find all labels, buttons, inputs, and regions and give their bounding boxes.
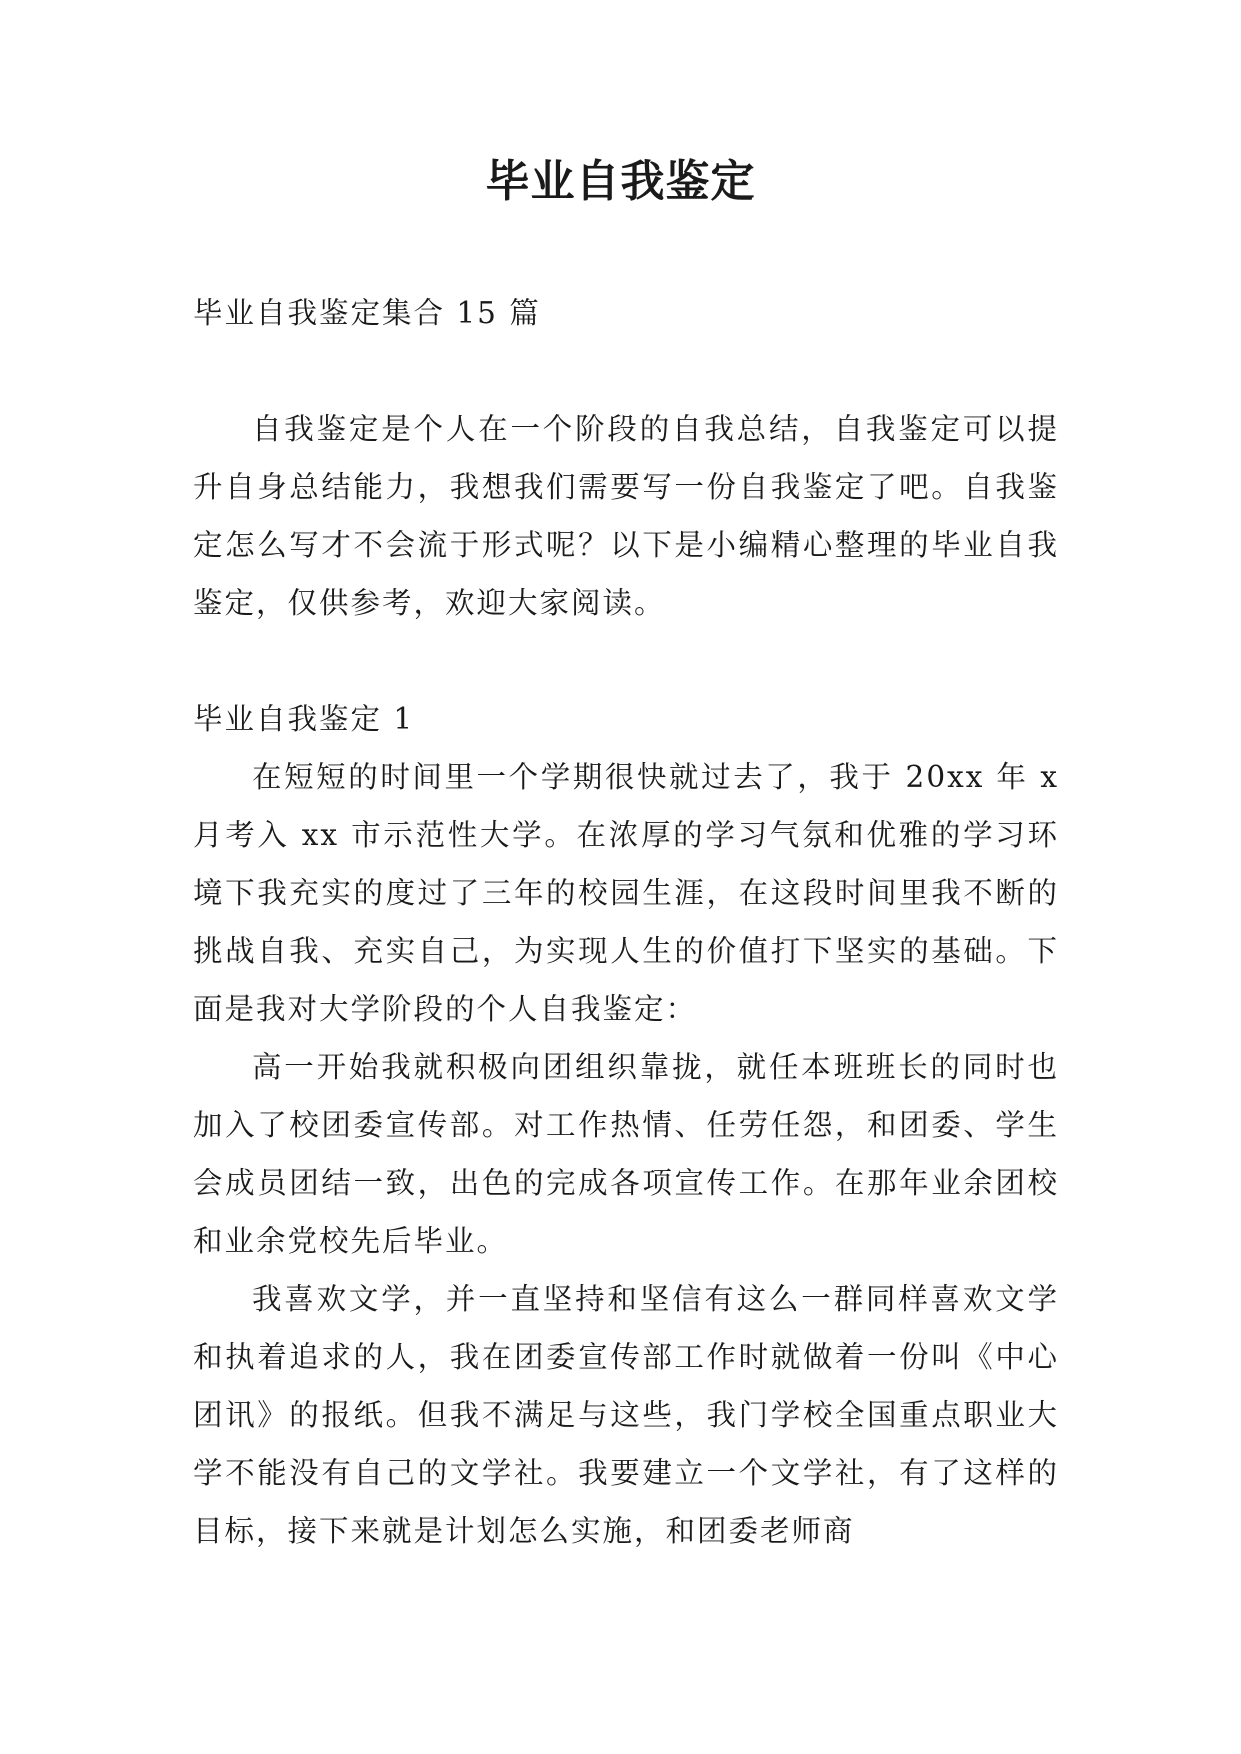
document-body	[193, 284, 1059, 1560]
section-heading: 毕业自我鉴定 1	[193, 702, 415, 736]
document-subtitle: 毕业自我鉴定集合 15 篇	[193, 296, 541, 330]
body-paragraph: 高一开始我就积极向团组织靠拢，就任本班班长的同时也加入了校团委宣传部。对工作热情、任劳任怨，和团委、学生会成员团结一致，出色的完成各项宣传工作。在那年业余团校和业余党校先后毕业。	[193, 1050, 1059, 1258]
document-title: 毕业自我鉴定	[485, 156, 756, 207]
body-paragraph: 在短短的时间里一个学期很快就过去了，我于 20xx 年 x 月考入 xx 市示范性大学。在浓厚的学习气氛和优雅的学习环境下我充实的度过了三年的校园生涯，在这段时间里我不断的挑战自我、充实自己，为实现人生的价值打下坚实的基础。下面是我对大学阶段的个人自我鉴定：	[193, 760, 1059, 1026]
intro-paragraph: 自我鉴定是个人在一个阶段的自我总结，自我鉴定可以提升自身总结能力，我想我们需要写一份自我鉴定了吧。自我鉴定怎么写才不会流于形式呢？以下是小编精心整理的毕业自我鉴定，仅供参考，欢迎大家阅读。	[193, 412, 1059, 620]
body-paragraph: 我喜欢文学，并一直坚持和坚信有这么一群同样喜欢文学和执着追求的人，我在团委宣传部工作时就做着一份叫《中心团讯》的报纸。但我不满足与这些，我门学校全国重点职业大学不能没有自己的文学社。我要建立一个文学社，有了这样的目标，接下来就是计划怎么实施，和团委老师商	[193, 1282, 1059, 1548]
